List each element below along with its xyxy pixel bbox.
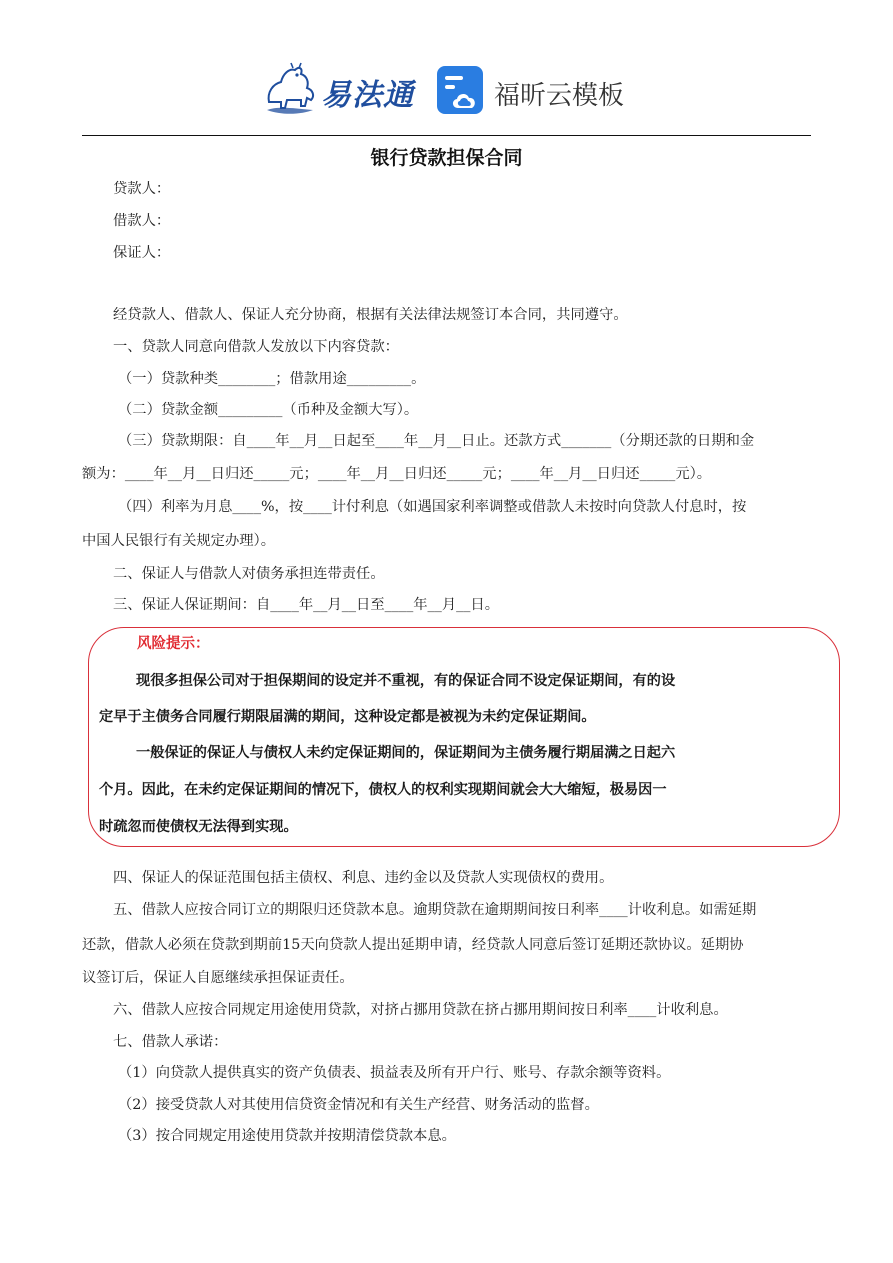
clause-7-item-3: （3）按合同规定用途使用贷款并按期清偿贷款本息。 [118,1128,456,1144]
page-header [0,60,893,122]
clause-6: 六、借款人应按合同规定用途使用贷款，对挤占挪用贷款在挤占挪用期间按日利率____计收利息。 [113,1002,728,1018]
yifatong-logo-text: 易法通 [321,78,414,113]
risk-paragraph-1-line-1: 现很多担保公司对于担保期间的设定并不重视，有的保证合同不设定保证期间，有的设 [136,673,676,689]
clause-1-item-3: （三）贷款期限：自____年__月__日起至____年__月__日止。还款方式_______（分期还款的日期和金 [118,433,755,449]
fuxin-template-logo-text: 福昕云模板 [494,81,625,111]
clause-1-heading: 一、贷款人同意向借款人发放以下内容贷款： [113,339,399,355]
party-guarantor: 保证人： [113,245,171,261]
risk-warning-title: 风险提示： [137,636,210,652]
clause-1-item-1: （一）贷款种类________；借款用途_________。 [118,371,426,387]
clause-5-cont-1: 还款，借款人必须在贷款到期前15天向贷款人提出延期申请，经贷款人同意后签订延期还款协议。延期协 [82,937,744,953]
yifatong-logo [263,62,413,118]
clause-7-heading: 七、借款人承诺： [113,1034,228,1050]
clause-4: 四、保证人的保证范围包括主债权、利息、违约金以及贷款人实现债权的费用。 [113,870,614,886]
document-title: 银行贷款担保合同 [370,147,523,169]
clause-7-item-1: （1）向贷款人提供真实的资产负债表、损益表及所有开户行、账号、存款余额等资料。 [118,1065,671,1081]
clause-5: 五、借款人应按合同订立的期限归还贷款本息。逾期贷款在逾期期间按日利率____计收利息。如需延期 [113,902,757,918]
clause-1-item-3-cont: 额为：____年__月__日归还_____元；____年__月__日归还_____元；____年__月__日归还_____元）。 [82,466,712,482]
qilin-mascot-icon [263,62,323,118]
risk-paragraph-1-line-2: 定早于主债务合同履行期限届满的期间，这种设定都是被视为未约定保证期间。 [99,709,596,725]
risk-warning-box [88,627,840,847]
clause-2: 二、保证人与借款人对债务承担连带责任。 [113,566,385,582]
party-lender: 贷款人： [113,181,171,197]
clause-1-item-2: （二）贷款金额_________（币种及金额大写）。 [118,402,419,418]
header-divider [82,135,811,136]
clause-1-item-4: （四）利率为月息____%，按____计付利息（如遇国家利率调整或借款人未按时向贷款人付息时，按 [118,499,747,515]
risk-paragraph-2-line-1: 一般保证的保证人与债权人未约定保证期间的，保证期间为主债务履行期届满之日起六 [136,745,676,761]
clause-1-item-4-cont: 中国人民银行有关规定办理）。 [82,533,276,549]
risk-paragraph-2-line-3: 时疏忽而使债权无法得到实现。 [99,819,298,835]
clause-5-cont-2: 议签订后，保证人自愿继续承担保证责任。 [82,970,354,986]
cloud-document-icon [436,64,488,116]
party-borrower: 借款人： [113,213,171,229]
risk-paragraph-2-line-2: 个月。因此，在未约定保证期间的情况下，债权人的权利实现期间就会大大缩短，极易因一 [99,782,667,798]
clause-3: 三、保证人保证期间：自____年__月__日至____年__月__日。 [113,597,500,613]
intro-paragraph: 经贷款人、借款人、保证人充分协商，根据有关法律法规签订本合同，共同遵守。 [113,307,628,323]
clause-7-item-2: （2）接受贷款人对其使用信贷资金情况和有关生产经营、财务活动的监督。 [118,1097,599,1113]
fuxin-template-logo [436,64,636,118]
